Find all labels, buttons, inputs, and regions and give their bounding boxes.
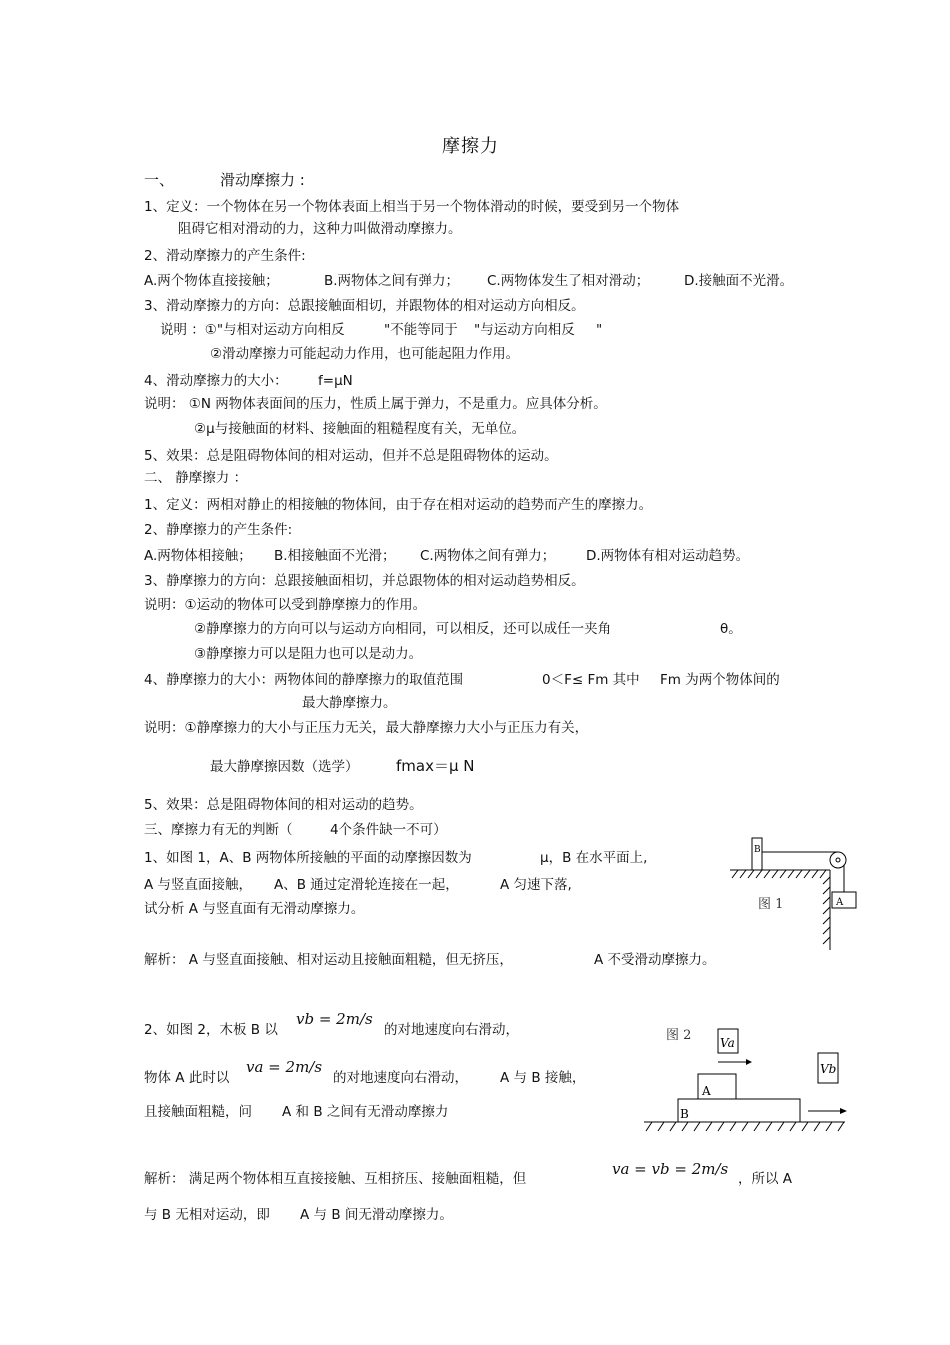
ex1-line2a: A 与竖直面接触， — [144, 877, 253, 893]
s2-size-note-1: 说明：①静摩擦力的大小与正压力无关，最大静摩擦力大小与正压力有关， — [144, 720, 589, 736]
figure-2 — [640, 1015, 850, 1140]
ex2-line2b: 的对地速度向右滑动， — [333, 1070, 468, 1086]
figure-1 — [726, 830, 866, 955]
s1-note-1d: " — [596, 322, 603, 338]
ex2-line3a: 且接触面粗糙，问 — [144, 1104, 252, 1120]
s2-size-range: 0＜F≤ Fm 其中 — [542, 672, 640, 688]
s1-size-note-2: ②μ与接触面的材料、接触面的粗糙程度有关，无单位。 — [194, 421, 526, 437]
block-a-label: A — [702, 1084, 711, 1098]
s2-size-max: 最大静摩擦力。 — [302, 695, 397, 711]
ex1-line3: 试分析 A 与竖直面有无滑动摩擦力。 — [144, 901, 365, 917]
s1-conditions-heading: 2、滑动摩擦力的产生条件: — [144, 248, 306, 264]
ex2-vb-equation: vb = 2m/s — [296, 1010, 373, 1028]
figure-2-label: 图 2 — [666, 1028, 692, 1043]
s1-condition-c: C.两物体发生了相对滑动； — [487, 273, 650, 289]
block-b-label: B — [754, 845, 761, 855]
s1-note-1c: "与运动方向相反 — [474, 322, 575, 338]
ex1-line1b: μ，B 在水平面上, — [540, 850, 648, 866]
s1-definition-line2: 阻碍它相对滑动的力，这种力叫做滑动摩擦力。 — [178, 221, 462, 237]
s1-size-formula: f=μN — [318, 373, 353, 389]
s2-size-note-2: 最大静摩擦因数（选学） — [210, 759, 359, 775]
vb-label: Vb — [820, 1062, 837, 1076]
pulley — [830, 852, 846, 868]
s1-note-1a: 说明 ：①"与相对运动方向相反 — [160, 322, 345, 338]
ex2-line3b: A 和 B 之间有无滑动摩擦力 — [282, 1104, 449, 1120]
s2-effect: 5、效果：总是阻碍物体间的相对运动的趋势。 — [144, 797, 423, 813]
s2-condition-d: D.两物体有相对运动趋势。 — [586, 548, 750, 564]
page-title: 摩擦力 — [442, 136, 499, 157]
ex2-line2a: 物体 A 此时以 — [144, 1070, 230, 1086]
s1-note-2: ②滑动摩擦力可能起动力作用，也可能起阻力作用。 — [210, 346, 520, 362]
s1-note-1b: "不能等同于 — [384, 322, 458, 338]
s2-note-3: ③静摩擦力可以是阻力也可以是动力。 — [194, 646, 423, 662]
s1-effect: 5、效果：总是阻碍物体间的相对运动，但并不总是阻碍物体的运动。 — [144, 448, 558, 464]
s1-size-note-1: 说明： ①N 两物体表面间的压力，性质上属于弹力，不是重力。应具体分析。 — [144, 396, 607, 412]
s1-size-label: 4、滑动摩擦力的大小： — [144, 373, 288, 389]
section-1-heading — [144, 171, 305, 189]
ex2-answer-line1b: ，所以 A — [738, 1171, 793, 1187]
s1-definition-line1: 1、定义：一个物体在另一个物体表面上相当于另一个物体滑动的时候，要受到另一个物体 — [144, 199, 680, 215]
horizontal-hatching — [732, 870, 826, 878]
s2-size-label: 4、静摩擦力的大小：两物体间的静摩擦力的取值范围 — [144, 672, 464, 688]
section-3-heading-a: 三、摩擦力有无的判断（ — [144, 822, 293, 838]
ex2-answer-line1: 解析： 满足两个物体相互直接接触、互相挤压、接触面粗糙，但 — [144, 1171, 527, 1187]
section-1-title: 滑动摩擦力 : — [220, 171, 305, 189]
s1-direction: 3、滑动摩擦力的方向：总跟接触面相切，并跟物体的相对运动方向相反。 — [144, 298, 585, 314]
s1-condition-b: B.两物体之间有弹力； — [324, 273, 460, 289]
s1-condition-a: A.两个物体直接接触； — [144, 273, 279, 289]
section-2-heading: 二、 静摩擦力 ： — [144, 470, 248, 486]
figure-1-label: 图 1 — [758, 897, 784, 912]
ex1-answer-b: A 不受滑动摩擦力。 — [594, 952, 716, 968]
ex2-line2c: A 与 B 接触， — [500, 1070, 586, 1086]
ground-hatching — [646, 1122, 844, 1131]
ex2-answer-line2a: 与 B 无相对运动，即 — [144, 1207, 270, 1223]
ex1-answer-a: 解析： A 与竖直面接触、相对运动且接触面粗糙，但无挤压， — [144, 952, 513, 968]
s2-size-fm: Fm 为两个物体间的 — [660, 672, 780, 688]
s2-conditions-heading: 2、静摩擦力的产生条件: — [144, 522, 293, 538]
s2-direction: 3、静摩擦力的方向：总跟接触面相切，并总跟物体的相对运动趋势相反。 — [144, 573, 585, 589]
s2-note-1: 说明：①运动的物体可以受到静摩擦力的作用。 — [144, 597, 427, 613]
s2-condition-a: A.两物体相接触； — [144, 548, 252, 564]
section-3-heading-b: 4个条件缺一不可） — [330, 822, 447, 838]
ex2-line1b: 的对地速度向右滑动， — [384, 1022, 519, 1038]
ex2-line1a: 2、如图 2，木板 B 以 — [144, 1022, 278, 1038]
ex2-answer-line2b: A 与 B 间无滑动摩擦力。 — [300, 1207, 453, 1223]
s2-definition: 1、定义：两相对静止的相接触的物体间，由于存在相对运动的趋势而产生的摩擦力。 — [144, 497, 653, 513]
s2-fmax-formula: fmax＝μ N — [396, 757, 475, 775]
s2-condition-b: B.相接触面不光滑； — [274, 548, 396, 564]
va-label: Va — [720, 1036, 735, 1050]
s2-note-2a: ②静摩擦力的方向可以与运动方向相同，可以相反，还可以成任一夹角 — [194, 621, 612, 637]
vb-arrow-head — [840, 1108, 847, 1114]
block-a-label: A — [836, 897, 844, 908]
s2-note-2b: θ。 — [720, 621, 742, 637]
board-b-label: B — [680, 1107, 689, 1121]
s1-condition-d: D.接触面不光滑。 — [684, 273, 794, 289]
ex2-va-equation: va = 2m/s — [246, 1058, 323, 1076]
section-1-number: 一、 — [144, 171, 175, 189]
vertical-hatching — [823, 877, 830, 944]
ex2-answer-equation: va = vb = 2m/s — [612, 1160, 729, 1178]
ex1-line1a: 1、如图 1，A、B 两物体所接触的平面的动摩擦因数为 — [144, 850, 472, 866]
board-b — [678, 1099, 800, 1122]
s2-condition-c: C.两物体之间有弹力； — [420, 548, 556, 564]
va-arrow-head — [746, 1059, 752, 1065]
ex1-line2b: A、B 通过定滑轮连接在一起， — [274, 877, 459, 893]
ex1-line2c: A 匀速下落, — [500, 877, 572, 893]
